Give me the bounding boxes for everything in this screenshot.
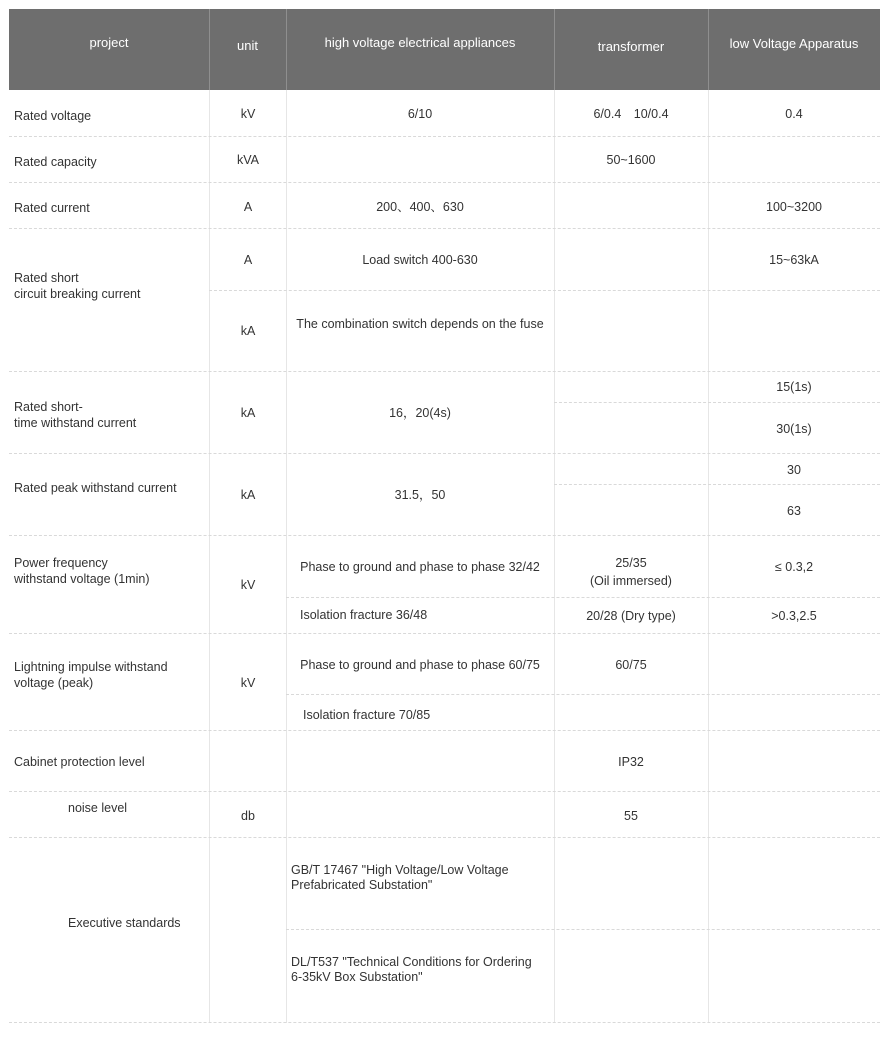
row-label-cabinet: Cabinet protection level — [14, 755, 145, 769]
cell-transformer: 20/28 (Dry type) — [586, 609, 676, 623]
cell-unit: db — [241, 809, 255, 823]
cell-lv: 0.4 — [785, 107, 803, 121]
cell-unit: kA — [240, 488, 256, 502]
header-unit: unit — [237, 38, 258, 53]
row-label-short-time-2: time withstand current — [14, 416, 137, 430]
cell-unit: kVA — [237, 153, 259, 167]
cell-unit: kV — [240, 107, 256, 121]
row-divider — [9, 1022, 880, 1023]
cell-lv: >0.3,2.5 — [771, 609, 817, 623]
cell-lv: 30(1s) — [776, 422, 812, 436]
row-divider — [9, 182, 880, 183]
row-label-rated-current: Rated current — [14, 201, 90, 215]
row-label-short-circuit: Rated short — [14, 271, 79, 285]
row-label-lightning-2: voltage (peak) — [14, 676, 94, 690]
row-label-rated-capacity: Rated capacity — [14, 155, 97, 169]
subrow-divider — [209, 290, 880, 291]
row-label-short-circuit-2: circuit breaking current — [14, 287, 141, 301]
cell-standard-2b: 6-35kV Box Substation" — [291, 970, 423, 984]
cell-standard-1b: Prefabricated Substation" — [291, 878, 433, 892]
row-divider — [9, 730, 880, 731]
row-divider — [9, 633, 880, 634]
cell-transformer: 25/35 — [615, 556, 647, 570]
column-divider — [209, 90, 210, 1023]
subrow-divider — [286, 929, 880, 930]
row-label-power-frequency-2: withstand voltage (1min) — [14, 572, 150, 586]
row-label-noise: noise level — [68, 801, 128, 815]
row-divider — [9, 453, 880, 454]
cell-transformer: 60/75 — [615, 658, 647, 672]
header-hv: high voltage electrical appliances — [324, 35, 516, 50]
cell-lv: 100~3200 — [766, 200, 822, 214]
row-divider — [9, 228, 880, 229]
header-divider — [708, 9, 709, 90]
row-divider — [9, 535, 880, 536]
subrow-divider — [554, 402, 880, 403]
cell-lv: 15~63kA — [769, 253, 819, 267]
cell-unit: kV — [240, 676, 256, 690]
cell-transformer: IP32 — [618, 755, 644, 769]
subrow-divider — [286, 694, 880, 695]
cell-lv: 15(1s) — [776, 380, 812, 394]
column-divider — [554, 90, 555, 1023]
cell-standard-2: DL/T537 "Technical Conditions for Ordering — [291, 955, 532, 969]
row-divider — [9, 791, 880, 792]
cell-transformer: 6/0.4 10/0.4 — [593, 107, 669, 121]
cell-standard-1: GB/T 17467 "High Voltage/Low Voltage — [291, 863, 509, 877]
header-transformer: transformer — [597, 39, 665, 54]
subrow-divider — [286, 597, 880, 598]
row-label-rated-voltage: Rated voltage — [14, 109, 92, 123]
header-divider — [554, 9, 555, 90]
cell-hv: Load switch 400-630 — [362, 253, 478, 267]
cell-hv: Isolation fracture 36/48 — [300, 608, 428, 622]
cell-hv: 6/10 — [407, 107, 433, 121]
cell-transformer: 55 — [624, 809, 638, 823]
row-label-standards: Executive standards — [68, 916, 181, 930]
cell-lv: ≤ 0.3,2 — [774, 560, 814, 574]
cell-unit: A — [243, 253, 253, 267]
row-label-lightning: Lightning impulse withstand — [14, 660, 168, 674]
subrow-divider — [554, 484, 880, 485]
column-divider — [286, 90, 287, 1023]
cell-hv: Isolation fracture 70/85 — [303, 708, 431, 722]
cell-lv: 63 — [787, 504, 801, 518]
cell-unit: A — [243, 200, 253, 214]
row-divider — [9, 371, 880, 372]
cell-hv: 16，20(4s) — [389, 406, 451, 420]
cell-transformer-2: (Oil immersed) — [590, 574, 672, 588]
cell-transformer: 50~1600 — [606, 153, 656, 167]
cell-hv: Phase to ground and phase to phase 32/42 — [300, 560, 540, 574]
cell-hv: Phase to ground and phase to phase 60/75 — [300, 658, 540, 672]
cell-unit: kA — [240, 406, 256, 420]
row-divider — [9, 136, 880, 137]
header-divider — [286, 9, 287, 90]
header-lv: low Voltage Apparatus — [729, 36, 859, 51]
cell-hv: The combination switch depends on the fuse — [296, 317, 544, 331]
row-label-short-time: Rated short- — [14, 400, 83, 414]
header-divider — [209, 9, 210, 90]
column-divider — [708, 90, 709, 1023]
cell-unit: kV — [240, 578, 256, 592]
header-project: project — [89, 35, 129, 50]
cell-unit: kA — [240, 324, 256, 338]
cell-hv: 200、400、630 — [376, 200, 464, 214]
row-label-power-frequency: Power frequency — [14, 556, 108, 570]
row-label-peak-withstand: Rated peak withstand current — [14, 481, 177, 495]
row-divider — [9, 837, 880, 838]
cell-lv: 30 — [787, 463, 801, 477]
cell-hv: 31.5，50 — [394, 488, 446, 502]
